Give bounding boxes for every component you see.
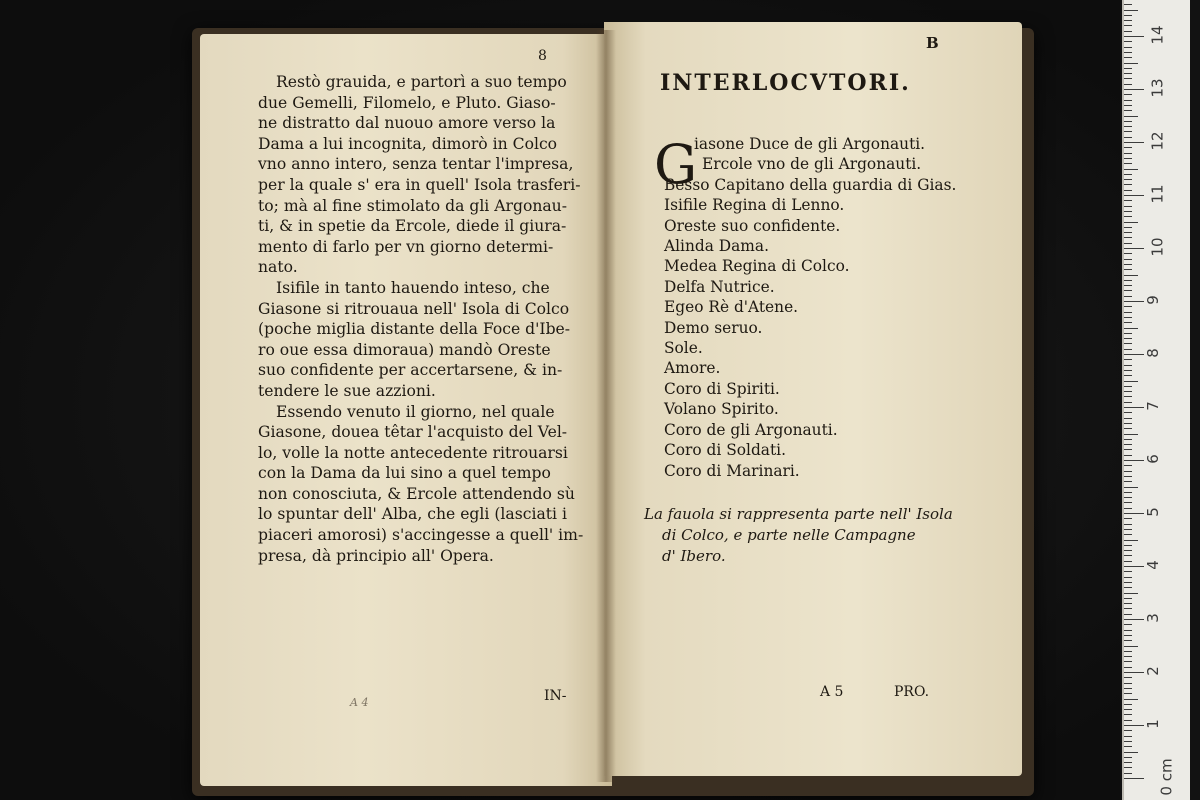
ruler-tick <box>1124 646 1138 647</box>
ruler-tick <box>1124 736 1132 737</box>
ruler-tick <box>1124 513 1144 514</box>
ruler-label: 2 <box>1143 666 1162 676</box>
ruler-tick <box>1124 57 1132 58</box>
ruler-tick <box>1124 190 1132 191</box>
ruler-tick <box>1124 672 1144 673</box>
ruler-tick <box>1124 423 1132 424</box>
ruler-tick <box>1124 725 1144 726</box>
ruler-tick <box>1124 757 1132 758</box>
note-line: d' Ibero. <box>662 547 726 565</box>
right-catchword: PRO. <box>894 684 930 700</box>
ruler-tick <box>1124 343 1132 344</box>
ruler-tick <box>1124 439 1132 440</box>
ruler-tick <box>1124 428 1132 429</box>
ruler-tick <box>1124 444 1132 445</box>
ruler-tick <box>1124 354 1144 355</box>
ruler-tick <box>1124 508 1132 509</box>
role-entries <box>654 134 956 481</box>
ruler-tick <box>1124 237 1132 238</box>
ruler-tick <box>1124 306 1132 307</box>
text-line: Dama a lui incognita, dimorò in Colco <box>258 134 558 153</box>
paragraph <box>258 402 598 567</box>
ruler-tick <box>1124 635 1132 636</box>
text-line: ne distratto dal nuouo amore verso la <box>258 114 556 133</box>
role-entry: Coro di Marinari. <box>664 461 800 480</box>
text-line: suo confidente per accertarsene, & in- <box>258 361 563 380</box>
ruler-tick <box>1124 778 1144 779</box>
ruler-tick <box>1124 94 1132 95</box>
interlocutori-title: INTERLOCVTORI. <box>660 70 911 96</box>
ruler-tick <box>1124 184 1132 185</box>
ruler-tick <box>1124 285 1132 286</box>
ruler-tick <box>1124 614 1132 615</box>
ruler-tick <box>1124 730 1132 731</box>
ruler-tick <box>1124 31 1132 32</box>
text-line: Essendo venuto il giorno, nel quale <box>276 402 555 421</box>
ruler-label: 5 <box>1143 507 1162 517</box>
text-line: (poche miglia distante della Foce d'Ibe- <box>258 320 571 339</box>
ruler-tick <box>1124 603 1132 604</box>
ruler-tick <box>1124 407 1144 408</box>
ruler-tick <box>1124 131 1132 132</box>
ruler-tick <box>1124 259 1132 260</box>
ruler-tick <box>1124 587 1132 588</box>
ruler-tick <box>1124 476 1132 477</box>
text-line: vno anno intero, senza tentar l'impresa, <box>258 155 574 174</box>
note-line: La fauola si rappresenta parte nell' Isola <box>644 505 953 523</box>
ruler-tick <box>1124 391 1132 392</box>
ruler-label: 10 <box>1148 237 1167 257</box>
ruler-tick <box>1124 264 1132 265</box>
ruler-tick <box>1124 688 1132 689</box>
ruler-tick <box>1124 449 1132 450</box>
ruler-tick <box>1124 699 1138 700</box>
ruler-tick <box>1124 105 1132 106</box>
ruler-label: 11 <box>1148 184 1167 204</box>
ruler-label: 6 <box>1143 454 1162 464</box>
ruler-tick <box>1124 36 1144 37</box>
ruler-tick <box>1124 200 1132 201</box>
ruler-tick <box>1124 630 1132 631</box>
ruler-tick <box>1124 396 1132 397</box>
ruler-tick <box>1124 545 1132 546</box>
ruler-tick <box>1124 338 1132 339</box>
ruler-tick <box>1124 248 1144 249</box>
ruler-tick <box>1124 142 1144 143</box>
ruler-tick <box>1124 593 1138 594</box>
left-catchword: IN- <box>544 688 567 704</box>
ruler-tick <box>1124 110 1132 111</box>
ruler-tick <box>1124 412 1132 413</box>
ruler-tick <box>1124 290 1132 291</box>
text-line: ti, & in spetie da Ercole, diede il giura- <box>258 217 567 236</box>
ruler-tick <box>1124 333 1132 334</box>
ruler-tick <box>1124 434 1138 435</box>
ruler-tick <box>1124 116 1138 117</box>
ruler-tick <box>1124 78 1132 79</box>
ruler-tick <box>1124 63 1138 64</box>
role-entry: Medea Regina di Colco. <box>664 257 850 276</box>
ruler-tick <box>1124 471 1132 472</box>
ruler-label: 0 cm <box>1157 758 1176 796</box>
ruler-label: 8 <box>1143 348 1162 358</box>
ruler-tick <box>1124 683 1132 684</box>
text-line: presa, dà principio all' Opera. <box>258 546 494 565</box>
ruler-tick <box>1124 370 1132 371</box>
ruler-tick <box>1124 243 1132 244</box>
ruler-label: 9 <box>1143 295 1162 305</box>
ruler-tick <box>1124 301 1144 302</box>
ruler-tick <box>1124 566 1144 567</box>
ruler-tick <box>1124 529 1132 530</box>
ruler-tick <box>1124 518 1132 519</box>
ruler-tick <box>1124 10 1138 11</box>
ruler-tick <box>1124 762 1132 763</box>
ruler-tick <box>1124 211 1132 212</box>
ruler-tick <box>1124 555 1132 556</box>
right-page <box>604 22 1022 776</box>
ruler-tick <box>1124 253 1132 254</box>
left-page-number: 8 <box>538 48 547 64</box>
ruler-tick <box>1124 656 1132 657</box>
text-line: lo spuntar dell' Alba, che egli (lasciati i <box>258 505 567 524</box>
text-line: Giasone, doueа têtar l'acquisto del Vel- <box>258 423 568 442</box>
ruler-tick <box>1124 232 1132 233</box>
ruler-tick <box>1124 714 1132 715</box>
text-line: per la quale s' era in quell' Isola trasferi- <box>258 175 581 194</box>
ruler-tick <box>1124 359 1132 360</box>
ruler-label: 12 <box>1148 131 1167 151</box>
ruler-tick <box>1124 328 1138 329</box>
ruler-tick <box>1124 693 1132 694</box>
text-line: to; mà al fine stimolato da gli Argonau- <box>258 196 567 215</box>
text-line: mento di farlo per vn giorno determi- <box>258 237 554 256</box>
ruler-tick <box>1124 4 1132 5</box>
ruler-tick <box>1124 296 1132 297</box>
ruler-tick <box>1124 275 1138 276</box>
ruler-tick <box>1124 767 1132 768</box>
ruler-tick <box>1124 68 1132 69</box>
ruler-tick <box>1124 667 1132 668</box>
role-entry: Alinda Dama. <box>664 237 769 256</box>
ruler-tick <box>1124 598 1132 599</box>
ruler-tick <box>1124 100 1132 101</box>
ruler-tick <box>1124 126 1132 127</box>
measurement-ruler <box>1122 0 1190 800</box>
ruler-tick <box>1124 704 1132 705</box>
role-entry: Coro di Spiriti. <box>664 379 780 398</box>
ruler-tick <box>1124 312 1132 313</box>
ruler-tick <box>1124 492 1132 493</box>
ruler-label: 1 <box>1143 719 1162 729</box>
ruler-tick <box>1124 375 1132 376</box>
ruler-label: 13 <box>1148 78 1167 98</box>
role-entry: Besso Capitano della guardia di Gias. <box>664 175 957 194</box>
ruler-tick <box>1124 147 1132 148</box>
ruler-tick <box>1124 349 1132 350</box>
text-line: con la Dama da lui sino a quel tempo <box>258 464 551 483</box>
ruler-tick <box>1124 20 1132 21</box>
ruler-label: 7 <box>1143 401 1162 411</box>
ruler-tick <box>1124 365 1132 366</box>
role-entry: Isifile Regina di Lenno. <box>664 196 845 215</box>
ruler-tick <box>1124 322 1132 323</box>
ruler-tick <box>1124 163 1132 164</box>
left-page-text <box>258 72 598 566</box>
ruler-tick <box>1124 455 1132 456</box>
signature-mark: A 5 <box>820 684 844 700</box>
ruler-tick <box>1124 381 1138 382</box>
ruler-tick <box>1124 402 1132 403</box>
faint-signature-mark: A 4 <box>350 696 369 709</box>
paragraph <box>258 278 598 402</box>
ruler-tick <box>1124 158 1132 159</box>
ruler-tick <box>1124 73 1132 74</box>
role-entry: Demo seruo. <box>664 318 763 337</box>
text-line: non conosciuta, & Ercole attendendo sù <box>258 484 575 503</box>
ruler-tick <box>1124 174 1132 175</box>
role-entry: Sole. <box>664 339 703 358</box>
ruler-tick <box>1124 47 1132 48</box>
ruler-tick <box>1124 619 1144 620</box>
ruler-tick <box>1124 269 1132 270</box>
text-line: Restò grauida, e partorì a suo tempo <box>276 73 567 91</box>
ruler-tick <box>1124 216 1132 217</box>
ruler-tick <box>1124 741 1132 742</box>
ruler-tick <box>1124 317 1132 318</box>
role-entry: Oreste suo confidente. <box>664 216 841 235</box>
ruler-tick <box>1124 720 1132 721</box>
ruler-tick <box>1124 52 1132 53</box>
ruler-tick <box>1124 709 1132 710</box>
text-line: Isifile in tanto hauendo inteso, che <box>276 278 550 297</box>
text-line: tendere le sue azzioni. <box>258 381 436 400</box>
ruler-tick <box>1124 153 1132 154</box>
paragraph <box>258 72 598 278</box>
ruler-tick <box>1124 169 1138 170</box>
text-line: due Gemelli, Filomelo, e Pluto. Giaso- <box>258 93 556 112</box>
ruler-tick <box>1124 624 1132 625</box>
role-entry: Egeo Rè d'Atene. <box>664 298 799 317</box>
setting-note <box>644 504 984 567</box>
ruler-tick <box>1124 571 1132 572</box>
ruler-tick <box>1124 25 1132 26</box>
ruler-tick <box>1124 84 1132 85</box>
ruler-tick <box>1124 481 1132 482</box>
ruler-tick <box>1124 661 1132 662</box>
ruler-tick <box>1124 497 1132 498</box>
ruler-tick <box>1124 582 1132 583</box>
ruler-tick <box>1124 487 1138 488</box>
ruler-tick <box>1124 460 1144 461</box>
note-line: di Colco, e parte nelle Campagne <box>662 526 916 544</box>
ruler-tick <box>1124 577 1132 578</box>
ruler-tick <box>1124 550 1132 551</box>
ruler-tick <box>1124 121 1132 122</box>
ruler-tick <box>1124 502 1132 503</box>
book-gutter <box>596 30 616 782</box>
drop-capital: G <box>654 133 698 196</box>
roles-list <box>654 134 956 481</box>
ruler-tick <box>1124 677 1132 678</box>
right-page-number: B <box>926 34 939 52</box>
ruler-tick <box>1124 195 1144 196</box>
ruler-tick <box>1124 746 1132 747</box>
ruler-tick <box>1124 418 1132 419</box>
ruler-tick <box>1124 651 1132 652</box>
ruler-label: 4 <box>1143 560 1162 570</box>
text-line: lo, volle la notte antecedente ritrouarsi <box>258 443 568 462</box>
ruler-tick <box>1124 137 1132 138</box>
role-entry: iasone Duce de gli Argonauti. <box>694 135 926 153</box>
ruler-tick <box>1124 465 1132 466</box>
ruler-tick <box>1124 524 1132 525</box>
ruler-tick <box>1124 540 1138 541</box>
ruler-tick <box>1124 206 1132 207</box>
ruler-tick <box>1124 608 1132 609</box>
ruler-tick <box>1124 89 1144 90</box>
text-line: piaceri amorosi) s'accingesse a quell' im- <box>258 526 584 545</box>
role-entry: Coro di Soldati. <box>664 441 786 460</box>
role-entry: Ercole vno de gli Argonauti. <box>702 155 922 174</box>
ruler-tick <box>1124 773 1132 774</box>
ruler-tick <box>1124 640 1132 641</box>
text-line: Giasone si ritrouaua nell' Isola di Colco <box>258 299 570 318</box>
role-entry: Delfa Nutrice. <box>664 277 775 296</box>
ruler-tick <box>1124 280 1132 281</box>
ruler-tick <box>1124 534 1132 535</box>
ruler-label: 3 <box>1143 613 1162 623</box>
ruler-tick <box>1124 41 1132 42</box>
ruler-tick <box>1124 227 1132 228</box>
ruler-tick <box>1124 15 1132 16</box>
text-line: nato. <box>258 258 298 277</box>
ruler-tick <box>1124 561 1132 562</box>
ruler-label: 14 <box>1148 25 1167 45</box>
ruler-tick <box>1124 179 1132 180</box>
role-entry: Amore. <box>664 359 721 378</box>
text-line: ro oue essa dimoraua) mandò Oreste <box>258 340 551 359</box>
left-page <box>200 34 612 786</box>
ruler-tick <box>1124 752 1138 753</box>
role-entry: Coro de gli Argonauti. <box>664 420 838 439</box>
ruler-tick <box>1124 386 1132 387</box>
role-entry: Volano Spirito. <box>664 400 779 419</box>
ruler-tick <box>1124 222 1138 223</box>
